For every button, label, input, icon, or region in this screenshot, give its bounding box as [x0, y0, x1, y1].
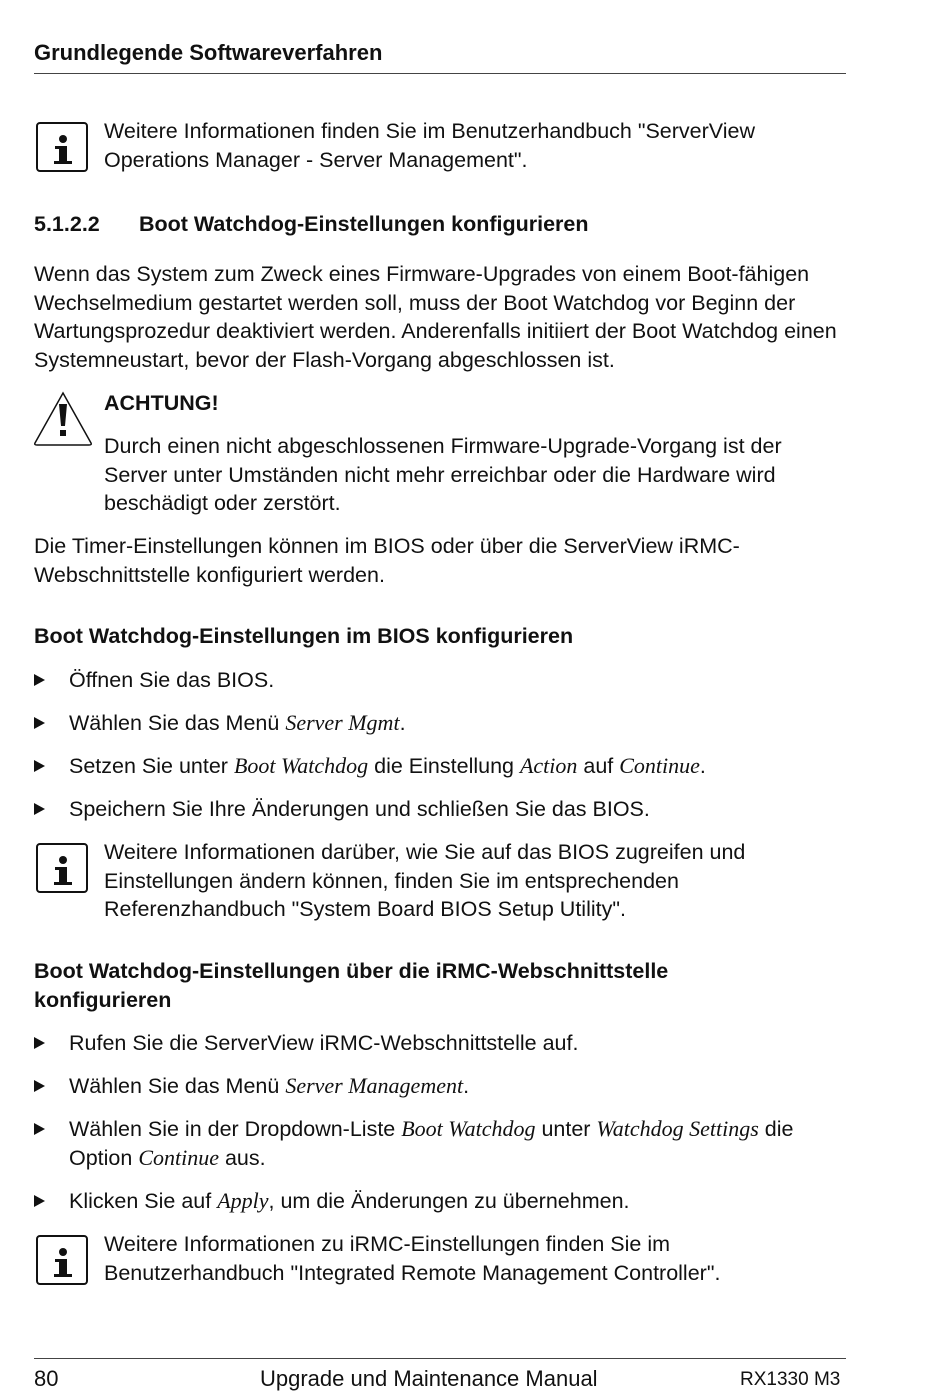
section-number: 5.1.2.2	[34, 212, 100, 236]
irmc-heading-line1: Boot Watchdog-Einstellungen über die iRMC-Webschnittstelle	[34, 959, 669, 983]
caution-text: Durch einen nicht abgeschlossenen Firmware-Upgrade-Vorgang ist der Server unter Umständen nicht mehr erreichbar oder die Hardware wird beschädigt oder zerstört.	[104, 434, 782, 515]
bullet-arrow-icon	[34, 674, 45, 686]
bullet-arrow-icon	[34, 717, 45, 729]
step-text: Speichern Sie Ihre Änderungen und schließen Sie das BIOS.	[69, 797, 650, 821]
info-icon	[36, 122, 88, 172]
intro-paragraph: Wenn das System zum Zweck eines Firmware-Upgrades von einem Boot-fähigen Wechselmedium gestartet werden soll, muss der Boot Watchdog vor Beginn der Wartungsprozedur deaktiviert werden. Anderenfalls initiiert der Boot Watchdog einen Systemneustart, bevor der Flash-Vorgang abgeschlossen ist.	[34, 262, 837, 372]
step-text: Wählen Sie in der Dropdown-Liste Boot Watchdog unter Watchdog Settings die Option Continue aus.	[69, 1116, 794, 1170]
bullet-arrow-icon	[34, 1080, 45, 1092]
info-note-irmc: Weitere Informationen zu iRMC-Einstellungen finden Sie im Benutzerhandbuch "Integrated Remote Management Controller".	[104, 1232, 721, 1285]
step-text: Klicken Sie auf Apply, um die Änderungen zu übernehmen.	[69, 1188, 630, 1213]
caution-title: ACHTUNG!	[104, 391, 219, 415]
footer-rule	[34, 1358, 846, 1359]
menu-name: Server Management	[285, 1073, 464, 1098]
bullet-arrow-icon	[34, 803, 45, 815]
bios-heading: Boot Watchdog-Einstellungen im BIOS konfigurieren	[34, 624, 574, 648]
bullet-arrow-icon	[34, 1037, 45, 1049]
step-text: Öffnen Sie das BIOS.	[69, 668, 275, 692]
step-text: Setzen Sie unter Boot Watchdog die Einstellung Action auf Continue.	[69, 753, 706, 778]
info-icon	[36, 843, 88, 893]
step-text: Rufen Sie die ServerView iRMC-Webschnittstelle auf.	[69, 1031, 579, 1055]
button-name: Apply	[217, 1188, 269, 1213]
bullet-arrow-icon	[34, 760, 45, 772]
menu-name: Server Mgmt	[285, 710, 400, 735]
step-text: Wählen Sie das Menü Server Mgmt.	[69, 710, 406, 735]
manual-title: Upgrade und Maintenance Manual	[260, 1366, 598, 1391]
section-title: Boot Watchdog-Einstellungen konfigurieren	[139, 212, 589, 236]
timer-paragraph: Die Timer-Einstellungen können im BIOS oder über die ServerView iRMC-Webschnittstelle konfiguriert werden.	[34, 534, 740, 587]
step-text: Wählen Sie das Menü Server Management.	[69, 1073, 470, 1098]
bullet-arrow-icon	[34, 1195, 45, 1207]
model-name: RX1330 M3	[740, 1369, 841, 1390]
bullet-arrow-icon	[34, 1123, 45, 1135]
info-icon	[36, 1235, 88, 1285]
running-header: Grundlegende Softwareverfahren	[34, 40, 383, 65]
info-note-bios: Weitere Informationen darüber, wie Sie auf das BIOS zugreifen und Einstellungen ändern können, finden Sie im entsprechenden Referenzhandbuch "System Board BIOS Setup Utility".	[104, 840, 746, 921]
warning-icon	[32, 390, 94, 453]
irmc-heading-line2: konfigurieren	[34, 988, 172, 1012]
page-number: 80	[34, 1366, 59, 1391]
header-rule	[34, 73, 846, 74]
info-note-1: Weitere Informationen finden Sie im Benutzerhandbuch "ServerView Operations Manager - Server Management".	[104, 119, 756, 172]
